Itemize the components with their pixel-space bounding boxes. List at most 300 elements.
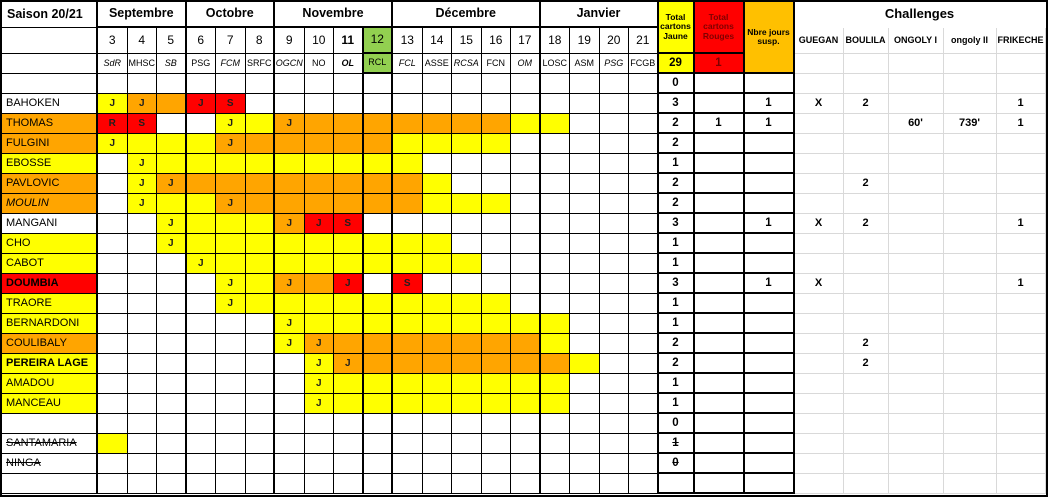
card-cell-FULGINI-day18[interactable] bbox=[541, 134, 571, 154]
day-header-17[interactable]: 17 bbox=[511, 28, 541, 54]
challenge-ongoly II-EBOSSE[interactable] bbox=[944, 154, 997, 174]
suspension-days-header[interactable]: Nbre jours susp. bbox=[745, 2, 795, 74]
challenge-ONGOLY I-DOUMBIA[interactable] bbox=[889, 274, 944, 294]
day-header-8[interactable]: 8 bbox=[246, 28, 276, 54]
suspension-days-DOUMBIA[interactable]: 1 bbox=[745, 274, 795, 294]
card-cell-THOMAS-day14[interactable] bbox=[423, 114, 453, 134]
card-cell-CHO-day6[interactable] bbox=[187, 234, 217, 254]
card-cell-THOMAS-day11[interactable] bbox=[334, 114, 364, 134]
card-cell-row-1-day20[interactable] bbox=[600, 74, 630, 94]
card-cell-BAHOKEN-day18[interactable] bbox=[541, 94, 571, 114]
challenge-ongoly II-FULGINI[interactable] bbox=[944, 134, 997, 154]
card-cell-MANCEAU-day11[interactable] bbox=[334, 394, 364, 414]
suspension-days-FULGINI[interactable] bbox=[745, 134, 795, 154]
challenge-GUEGAN-COULIBALY[interactable] bbox=[795, 334, 844, 354]
card-cell-row-21-day7[interactable] bbox=[216, 474, 246, 494]
card-cell-THOMAS-day13[interactable] bbox=[393, 114, 423, 134]
challenge-ONGOLY I-MANCEAU[interactable] bbox=[889, 394, 944, 414]
card-cell-BERNARDONI-day11[interactable] bbox=[334, 314, 364, 334]
suspension-days-PEREIRA LAGE[interactable] bbox=[745, 354, 795, 374]
challenge-FRIKECHE-BAHOKEN[interactable]: 1 bbox=[997, 94, 1046, 114]
challenge-GUEGAN-row-1[interactable] bbox=[795, 74, 844, 94]
card-cell-AMADOU-day7[interactable] bbox=[216, 374, 246, 394]
card-cell-row-1-day21[interactable] bbox=[629, 74, 659, 94]
card-cell-BERNARDONI-day20[interactable] bbox=[600, 314, 630, 334]
card-cell-NINGA-day10[interactable] bbox=[305, 454, 335, 474]
card-cell-BERNARDONI-day18[interactable] bbox=[541, 314, 571, 334]
total-jaune-BERNARDONI[interactable]: 1 bbox=[659, 314, 695, 334]
challenge-ONGOLY I-TRAORE[interactable] bbox=[889, 294, 944, 314]
challenge-FRIKECHE-row-18[interactable] bbox=[997, 414, 1046, 434]
card-cell-FULGINI-day14[interactable] bbox=[423, 134, 453, 154]
card-cell-row-21-day10[interactable] bbox=[305, 474, 335, 494]
day-header-20[interactable]: 20 bbox=[600, 28, 630, 54]
challenge-BOULILA-MANGANI[interactable]: 2 bbox=[844, 214, 889, 234]
card-cell-MANGANI-day6[interactable] bbox=[187, 214, 217, 234]
card-cell-BAHOKEN-day13[interactable] bbox=[393, 94, 423, 114]
card-cell-COULIBALY-day20[interactable] bbox=[600, 334, 630, 354]
challenge-ongoly II-BERNARDONI[interactable] bbox=[944, 314, 997, 334]
card-cell-BAHOKEN-day11[interactable] bbox=[334, 94, 364, 114]
total-jaune-MOULIN[interactable]: 2 bbox=[659, 194, 695, 214]
challenge-FRIKECHE-MANCEAU[interactable] bbox=[997, 394, 1046, 414]
card-cell-SANTAMARIA-day10[interactable] bbox=[305, 434, 335, 454]
opponent-FCM-day7[interactable]: FCM bbox=[216, 54, 246, 74]
card-cell-NINGA-day19[interactable] bbox=[570, 454, 600, 474]
card-cell-row-18-day21[interactable] bbox=[629, 414, 659, 434]
card-cell-CABOT-day14[interactable] bbox=[423, 254, 453, 274]
opponent-FCGB-day21[interactable]: FCGB bbox=[629, 54, 659, 74]
card-cell-row-18-day13[interactable] bbox=[393, 414, 423, 434]
card-cell-DOUMBIA-day12[interactable] bbox=[364, 274, 394, 294]
card-cell-MOULIN-day7[interactable]: J bbox=[216, 194, 246, 214]
card-cell-BAHOKEN-day8[interactable] bbox=[246, 94, 276, 114]
card-cell-MOULIN-day12[interactable] bbox=[364, 194, 394, 214]
day-header-10[interactable]: 10 bbox=[305, 28, 335, 54]
month-header-septembre[interactable]: Septembre bbox=[98, 2, 187, 28]
day-header-21[interactable]: 21 bbox=[629, 28, 659, 54]
card-cell-COULIBALY-day18[interactable] bbox=[541, 334, 571, 354]
card-cell-COULIBALY-day10[interactable]: J bbox=[305, 334, 335, 354]
challenge-ongoly II-MANGANI[interactable] bbox=[944, 214, 997, 234]
card-cell-CABOT-day5[interactable] bbox=[157, 254, 187, 274]
total-jaune-TRAORE[interactable]: 1 bbox=[659, 294, 695, 314]
card-cell-row-18-day10[interactable] bbox=[305, 414, 335, 434]
card-cell-BERNARDONI-day16[interactable] bbox=[482, 314, 512, 334]
card-cell-THOMAS-day3[interactable]: R bbox=[98, 114, 128, 134]
card-cell-PEREIRA LAGE-day13[interactable] bbox=[393, 354, 423, 374]
month-header-octobre[interactable]: Octobre bbox=[187, 2, 276, 28]
total-jaune-COULIBALY[interactable]: 2 bbox=[659, 334, 695, 354]
card-cell-THOMAS-day8[interactable] bbox=[246, 114, 276, 134]
challenge-ongoly II-row-18[interactable] bbox=[944, 414, 997, 434]
card-cell-BAHOKEN-day20[interactable] bbox=[600, 94, 630, 114]
card-cell-COULIBALY-day21[interactable] bbox=[629, 334, 659, 354]
card-cell-NINGA-day12[interactable] bbox=[364, 454, 394, 474]
card-cell-BERNARDONI-day5[interactable] bbox=[157, 314, 187, 334]
card-cell-AMADOU-day19[interactable] bbox=[570, 374, 600, 394]
card-cell-THOMAS-day20[interactable] bbox=[600, 114, 630, 134]
challenge-column-FRIKECHE[interactable]: FRIKECHE bbox=[997, 28, 1046, 54]
card-cell-SANTAMARIA-day19[interactable] bbox=[570, 434, 600, 454]
total-rouges-PAVLOVIC[interactable] bbox=[695, 174, 745, 194]
card-cell-PEREIRA LAGE-day3[interactable] bbox=[98, 354, 128, 374]
card-cell-MANGANI-day20[interactable] bbox=[600, 214, 630, 234]
total-rouges-COULIBALY[interactable] bbox=[695, 334, 745, 354]
total-rouges-AMADOU[interactable] bbox=[695, 374, 745, 394]
card-cell-EBOSSE-day6[interactable] bbox=[187, 154, 217, 174]
challenge-GUEGAN-CHO[interactable] bbox=[795, 234, 844, 254]
card-cell-FULGINI-day15[interactable] bbox=[452, 134, 482, 154]
challenge-FRIKECHE-BERNARDONI[interactable] bbox=[997, 314, 1046, 334]
card-cell-COULIBALY-day6[interactable] bbox=[187, 334, 217, 354]
card-cell-NINGA-day17[interactable] bbox=[511, 454, 541, 474]
card-cell-THOMAS-day9[interactable]: J bbox=[275, 114, 305, 134]
card-cell-PAVLOVIC-day19[interactable] bbox=[570, 174, 600, 194]
card-cell-MANCEAU-day14[interactable] bbox=[423, 394, 453, 414]
card-cell-MANCEAU-day6[interactable] bbox=[187, 394, 217, 414]
card-cell-row-18-day18[interactable] bbox=[541, 414, 571, 434]
card-cell-PAVLOVIC-day11[interactable] bbox=[334, 174, 364, 194]
day-header-16[interactable]: 16 bbox=[482, 28, 512, 54]
suspension-days-CABOT[interactable] bbox=[745, 254, 795, 274]
opponent-FCL-day13[interactable]: FCL bbox=[393, 54, 423, 74]
card-cell-CABOT-day20[interactable] bbox=[600, 254, 630, 274]
challenge-GUEGAN-DOUMBIA[interactable]: X bbox=[795, 274, 844, 294]
card-cell-CHO-day9[interactable] bbox=[275, 234, 305, 254]
day-header-11[interactable]: 11 bbox=[334, 28, 364, 54]
card-cell-row-1-day15[interactable] bbox=[452, 74, 482, 94]
challenge-FRIKECHE-PEREIRA LAGE[interactable] bbox=[997, 354, 1046, 374]
day-header-13[interactable]: 13 bbox=[393, 28, 423, 54]
player-name-MANGANI[interactable]: MANGANI bbox=[2, 214, 98, 234]
card-cell-MANCEAU-day13[interactable] bbox=[393, 394, 423, 414]
card-cell-BERNARDONI-day14[interactable] bbox=[423, 314, 453, 334]
card-cell-TRAORE-day20[interactable] bbox=[600, 294, 630, 314]
suspension-days-row-21[interactable] bbox=[745, 474, 795, 494]
card-cell-row-18-day7[interactable] bbox=[216, 414, 246, 434]
card-cell-EBOSSE-day19[interactable] bbox=[570, 154, 600, 174]
card-cell-CHO-day15[interactable] bbox=[452, 234, 482, 254]
card-cell-CABOT-day18[interactable] bbox=[541, 254, 571, 274]
card-cell-SANTAMARIA-day12[interactable] bbox=[364, 434, 394, 454]
card-cell-TRAORE-day9[interactable] bbox=[275, 294, 305, 314]
card-cell-row-21-day15[interactable] bbox=[452, 474, 482, 494]
card-cell-TRAORE-day21[interactable] bbox=[629, 294, 659, 314]
suspension-days-MANGANI[interactable]: 1 bbox=[745, 214, 795, 234]
day-header-19[interactable]: 19 bbox=[570, 28, 600, 54]
card-cell-SANTAMARIA-day16[interactable] bbox=[482, 434, 512, 454]
card-cell-MOULIN-day13[interactable] bbox=[393, 194, 423, 214]
card-cell-row-21-day5[interactable] bbox=[157, 474, 187, 494]
day-header-18[interactable]: 18 bbox=[541, 28, 571, 54]
opponent-OL-day11[interactable]: OL bbox=[334, 54, 364, 74]
card-cell-EBOSSE-day16[interactable] bbox=[482, 154, 512, 174]
card-cell-MANGANI-day12[interactable] bbox=[364, 214, 394, 234]
card-cell-COULIBALY-day5[interactable] bbox=[157, 334, 187, 354]
challenge-empty-BOULILA[interactable] bbox=[844, 54, 889, 74]
card-cell-PAVLOVIC-day10[interactable] bbox=[305, 174, 335, 194]
card-cell-DOUMBIA-day17[interactable] bbox=[511, 274, 541, 294]
challenge-ONGOLY I-NINGA[interactable] bbox=[889, 454, 944, 474]
card-cell-MOULIN-day9[interactable] bbox=[275, 194, 305, 214]
challenge-BOULILA-AMADOU[interactable] bbox=[844, 374, 889, 394]
card-cell-THOMAS-day16[interactable] bbox=[482, 114, 512, 134]
challenge-ongoly II-row-1[interactable] bbox=[944, 74, 997, 94]
player-name-CHO[interactable]: CHO bbox=[2, 234, 98, 254]
card-cell-SANTAMARIA-day8[interactable] bbox=[246, 434, 276, 454]
card-cell-AMADOU-day20[interactable] bbox=[600, 374, 630, 394]
card-cell-row-21-day14[interactable] bbox=[423, 474, 453, 494]
card-cell-AMADOU-day9[interactable] bbox=[275, 374, 305, 394]
player-name-TRAORE[interactable]: TRAORE bbox=[2, 294, 98, 314]
card-cell-COULIBALY-day16[interactable] bbox=[482, 334, 512, 354]
total-rouges-FULGINI[interactable] bbox=[695, 134, 745, 154]
card-cell-AMADOU-day4[interactable] bbox=[128, 374, 158, 394]
card-cell-TRAORE-day10[interactable] bbox=[305, 294, 335, 314]
suspension-days-NINGA[interactable] bbox=[745, 454, 795, 474]
challenge-ONGOLY I-FULGINI[interactable] bbox=[889, 134, 944, 154]
card-cell-TRAORE-day7[interactable]: J bbox=[216, 294, 246, 314]
suspension-days-TRAORE[interactable] bbox=[745, 294, 795, 314]
card-cell-row-1-day7[interactable] bbox=[216, 74, 246, 94]
challenge-BOULILA-FULGINI[interactable] bbox=[844, 134, 889, 154]
card-cell-MANGANI-day13[interactable] bbox=[393, 214, 423, 234]
card-cell-row-1-day10[interactable] bbox=[305, 74, 335, 94]
challenge-BOULILA-MANCEAU[interactable] bbox=[844, 394, 889, 414]
card-cell-row-18-day19[interactable] bbox=[570, 414, 600, 434]
card-cell-NINGA-day14[interactable] bbox=[423, 454, 453, 474]
player-name-BERNARDONI[interactable]: BERNARDONI bbox=[2, 314, 98, 334]
month-header-novembre[interactable]: Novembre bbox=[275, 2, 393, 28]
opponent-OM-day17[interactable]: OM bbox=[511, 54, 541, 74]
card-cell-FULGINI-day19[interactable] bbox=[570, 134, 600, 154]
challenge-GUEGAN-BERNARDONI[interactable] bbox=[795, 314, 844, 334]
player-name-DOUMBIA[interactable]: DOUMBIA bbox=[2, 274, 98, 294]
card-cell-AMADOU-day14[interactable] bbox=[423, 374, 453, 394]
card-cell-BAHOKEN-day5[interactable] bbox=[157, 94, 187, 114]
card-cell-PAVLOVIC-day21[interactable] bbox=[629, 174, 659, 194]
total-rouges-MOULIN[interactable] bbox=[695, 194, 745, 214]
player-name-PEREIRA LAGE[interactable]: PEREIRA LAGE bbox=[2, 354, 98, 374]
card-cell-FULGINI-day9[interactable] bbox=[275, 134, 305, 154]
challenge-ongoly II-TRAORE[interactable] bbox=[944, 294, 997, 314]
challenge-BOULILA-BAHOKEN[interactable]: 2 bbox=[844, 94, 889, 114]
card-cell-SANTAMARIA-day11[interactable] bbox=[334, 434, 364, 454]
card-cell-NINGA-day8[interactable] bbox=[246, 454, 276, 474]
challenge-BOULILA-SANTAMARIA[interactable] bbox=[844, 434, 889, 454]
card-cell-row-18-day16[interactable] bbox=[482, 414, 512, 434]
card-cell-row-21-day16[interactable] bbox=[482, 474, 512, 494]
challenge-ONGOLY I-SANTAMARIA[interactable] bbox=[889, 434, 944, 454]
total-jaune-MANGANI[interactable]: 3 bbox=[659, 214, 695, 234]
card-cell-BERNARDONI-day10[interactable] bbox=[305, 314, 335, 334]
card-cell-BAHOKEN-day17[interactable] bbox=[511, 94, 541, 114]
card-cell-row-1-day4[interactable] bbox=[128, 74, 158, 94]
card-cell-MANGANI-day8[interactable] bbox=[246, 214, 276, 234]
challenge-ONGOLY I-BERNARDONI[interactable] bbox=[889, 314, 944, 334]
challenge-BOULILA-row-18[interactable] bbox=[844, 414, 889, 434]
total-jaune-MANCEAU[interactable]: 1 bbox=[659, 394, 695, 414]
total-jaune-row-18[interactable]: 0 bbox=[659, 414, 695, 434]
card-cell-PEREIRA LAGE-day17[interactable] bbox=[511, 354, 541, 374]
card-cell-PEREIRA LAGE-day6[interactable] bbox=[187, 354, 217, 374]
challenge-GUEGAN-CABOT[interactable] bbox=[795, 254, 844, 274]
card-cell-CHO-day12[interactable] bbox=[364, 234, 394, 254]
card-cell-NINGA-day7[interactable] bbox=[216, 454, 246, 474]
card-cell-MANCEAU-day4[interactable] bbox=[128, 394, 158, 414]
card-cell-PEREIRA LAGE-day9[interactable] bbox=[275, 354, 305, 374]
card-cell-MANGANI-day5[interactable]: J bbox=[157, 214, 187, 234]
card-cell-BAHOKEN-day21[interactable] bbox=[629, 94, 659, 114]
total-rouges-CABOT[interactable] bbox=[695, 254, 745, 274]
card-cell-SANTAMARIA-day4[interactable] bbox=[128, 434, 158, 454]
card-cell-CABOT-day10[interactable] bbox=[305, 254, 335, 274]
total-rouges-TRAORE[interactable] bbox=[695, 294, 745, 314]
name-column-empty[interactable] bbox=[2, 28, 98, 54]
player-name-PAVLOVIC[interactable]: PAVLOVIC bbox=[2, 174, 98, 194]
card-cell-row-18-day3[interactable] bbox=[98, 414, 128, 434]
suspension-days-EBOSSE[interactable] bbox=[745, 154, 795, 174]
challenge-ONGOLY I-row-21[interactable] bbox=[889, 474, 944, 494]
card-cell-row-21-day9[interactable] bbox=[275, 474, 305, 494]
challenge-GUEGAN-BAHOKEN[interactable]: X bbox=[795, 94, 844, 114]
challenge-BOULILA-NINGA[interactable] bbox=[844, 454, 889, 474]
empty-name-cell[interactable] bbox=[2, 74, 98, 94]
player-name-SANTAMARIA[interactable]: SANTAMARIA bbox=[2, 434, 98, 454]
card-cell-THOMAS-day7[interactable]: J bbox=[216, 114, 246, 134]
card-cell-row-1-day19[interactable] bbox=[570, 74, 600, 94]
card-cell-SANTAMARIA-day15[interactable] bbox=[452, 434, 482, 454]
total-rouges-MANGANI[interactable] bbox=[695, 214, 745, 234]
card-cell-CABOT-day4[interactable] bbox=[128, 254, 158, 274]
card-cell-CHO-day11[interactable] bbox=[334, 234, 364, 254]
challenge-GUEGAN-SANTAMARIA[interactable] bbox=[795, 434, 844, 454]
card-cell-EBOSSE-day3[interactable] bbox=[98, 154, 128, 174]
challenge-FRIKECHE-TRAORE[interactable] bbox=[997, 294, 1046, 314]
challenge-column-GUEGAN[interactable]: GUEGAN bbox=[795, 28, 844, 54]
card-cell-EBOSSE-day14[interactable] bbox=[423, 154, 453, 174]
card-cell-DOUMBIA-day21[interactable] bbox=[629, 274, 659, 294]
challenge-FRIKECHE-row-1[interactable] bbox=[997, 74, 1046, 94]
card-cell-PEREIRA LAGE-day16[interactable] bbox=[482, 354, 512, 374]
suspension-days-MOULIN[interactable] bbox=[745, 194, 795, 214]
day-header-4[interactable]: 4 bbox=[128, 28, 158, 54]
challenge-FRIKECHE-MANGANI[interactable]: 1 bbox=[997, 214, 1046, 234]
day-header-14[interactable]: 14 bbox=[423, 28, 453, 54]
card-cell-TRAORE-day16[interactable] bbox=[482, 294, 512, 314]
card-cell-BERNARDONI-day12[interactable] bbox=[364, 314, 394, 334]
card-cell-DOUMBIA-day8[interactable] bbox=[246, 274, 276, 294]
player-name-MANCEAU[interactable]: MANCEAU bbox=[2, 394, 98, 414]
card-cell-row-18-day11[interactable] bbox=[334, 414, 364, 434]
card-cell-row-18-day9[interactable] bbox=[275, 414, 305, 434]
card-cell-BAHOKEN-day12[interactable] bbox=[364, 94, 394, 114]
card-cell-COULIBALY-day19[interactable] bbox=[570, 334, 600, 354]
card-cell-row-21-day6[interactable] bbox=[187, 474, 217, 494]
card-cell-row-21-day18[interactable] bbox=[541, 474, 571, 494]
card-cell-BERNARDONI-day4[interactable] bbox=[128, 314, 158, 334]
total-jaune-DOUMBIA[interactable]: 3 bbox=[659, 274, 695, 294]
month-header-décembre[interactable]: Décembre bbox=[393, 2, 541, 28]
card-cell-TRAORE-day18[interactable] bbox=[541, 294, 571, 314]
card-cell-MANGANI-day10[interactable]: J bbox=[305, 214, 335, 234]
card-cell-CHO-day13[interactable] bbox=[393, 234, 423, 254]
card-cell-THOMAS-day10[interactable] bbox=[305, 114, 335, 134]
card-cell-AMADOU-day17[interactable] bbox=[511, 374, 541, 394]
card-cell-THOMAS-day5[interactable] bbox=[157, 114, 187, 134]
card-cell-AMADOU-day8[interactable] bbox=[246, 374, 276, 394]
card-cell-DOUMBIA-day18[interactable] bbox=[541, 274, 571, 294]
card-cell-BAHOKEN-day3[interactable]: J bbox=[98, 94, 128, 114]
challenge-ONGOLY I-MANGANI[interactable] bbox=[889, 214, 944, 234]
card-cell-NINGA-day11[interactable] bbox=[334, 454, 364, 474]
card-cell-COULIBALY-day4[interactable] bbox=[128, 334, 158, 354]
opponent-PSG-day6[interactable]: PSG bbox=[187, 54, 217, 74]
challenge-GUEGAN-row-18[interactable] bbox=[795, 414, 844, 434]
card-cell-PEREIRA LAGE-day10[interactable]: J bbox=[305, 354, 335, 374]
card-cell-BAHOKEN-day19[interactable] bbox=[570, 94, 600, 114]
card-cell-MOULIN-day18[interactable] bbox=[541, 194, 571, 214]
card-cell-MANCEAU-day15[interactable] bbox=[452, 394, 482, 414]
opponent-FCN-day16[interactable]: FCN bbox=[482, 54, 512, 74]
card-cell-BAHOKEN-day7[interactable]: S bbox=[216, 94, 246, 114]
card-cell-FULGINI-day20[interactable] bbox=[600, 134, 630, 154]
card-cell-MOULIN-day17[interactable] bbox=[511, 194, 541, 214]
card-cell-FULGINI-day8[interactable] bbox=[246, 134, 276, 154]
card-cell-MOULIN-day4[interactable]: J bbox=[128, 194, 158, 214]
card-cell-MOULIN-day5[interactable] bbox=[157, 194, 187, 214]
challenge-BOULILA-EBOSSE[interactable] bbox=[844, 154, 889, 174]
card-cell-MOULIN-day11[interactable] bbox=[334, 194, 364, 214]
card-cell-BAHOKEN-day15[interactable] bbox=[452, 94, 482, 114]
card-cell-row-21-day4[interactable] bbox=[128, 474, 158, 494]
card-cell-AMADOU-day16[interactable] bbox=[482, 374, 512, 394]
card-cell-CHO-day21[interactable] bbox=[629, 234, 659, 254]
card-cell-TRAORE-day5[interactable] bbox=[157, 294, 187, 314]
card-cell-MANCEAU-day12[interactable] bbox=[364, 394, 394, 414]
challenge-FRIKECHE-NINGA[interactable] bbox=[997, 454, 1046, 474]
card-cell-DOUMBIA-day20[interactable] bbox=[600, 274, 630, 294]
card-cell-row-21-day17[interactable] bbox=[511, 474, 541, 494]
card-cell-PEREIRA LAGE-day19[interactable] bbox=[570, 354, 600, 374]
card-cell-BAHOKEN-day9[interactable] bbox=[275, 94, 305, 114]
challenge-GUEGAN-PAVLOVIC[interactable] bbox=[795, 174, 844, 194]
card-cell-EBOSSE-day10[interactable] bbox=[305, 154, 335, 174]
card-cell-BERNARDONI-day3[interactable] bbox=[98, 314, 128, 334]
total-jaune-row-21[interactable] bbox=[659, 474, 695, 494]
player-name-AMADOU[interactable]: AMADOU bbox=[2, 374, 98, 394]
card-cell-PAVLOVIC-day12[interactable] bbox=[364, 174, 394, 194]
card-cell-AMADOU-day10[interactable]: J bbox=[305, 374, 335, 394]
card-cell-THOMAS-day15[interactable] bbox=[452, 114, 482, 134]
challenge-ONGOLY I-row-18[interactable] bbox=[889, 414, 944, 434]
challenge-GUEGAN-MANCEAU[interactable] bbox=[795, 394, 844, 414]
card-cell-PAVLOVIC-day3[interactable] bbox=[98, 174, 128, 194]
card-cell-CHO-day8[interactable] bbox=[246, 234, 276, 254]
player-name-THOMAS[interactable]: THOMAS bbox=[2, 114, 98, 134]
card-cell-MANGANI-day17[interactable] bbox=[511, 214, 541, 234]
card-cell-THOMAS-day17[interactable] bbox=[511, 114, 541, 134]
suspension-days-row-1[interactable] bbox=[745, 74, 795, 94]
card-cell-SANTAMARIA-day3[interactable] bbox=[98, 434, 128, 454]
card-cell-DOUMBIA-day15[interactable] bbox=[452, 274, 482, 294]
challenge-ongoly II-PEREIRA LAGE[interactable] bbox=[944, 354, 997, 374]
card-cell-NINGA-day13[interactable] bbox=[393, 454, 423, 474]
card-cell-row-1-day12[interactable] bbox=[364, 74, 394, 94]
card-cell-PEREIRA LAGE-day11[interactable]: J bbox=[334, 354, 364, 374]
card-cell-TRAORE-day17[interactable] bbox=[511, 294, 541, 314]
